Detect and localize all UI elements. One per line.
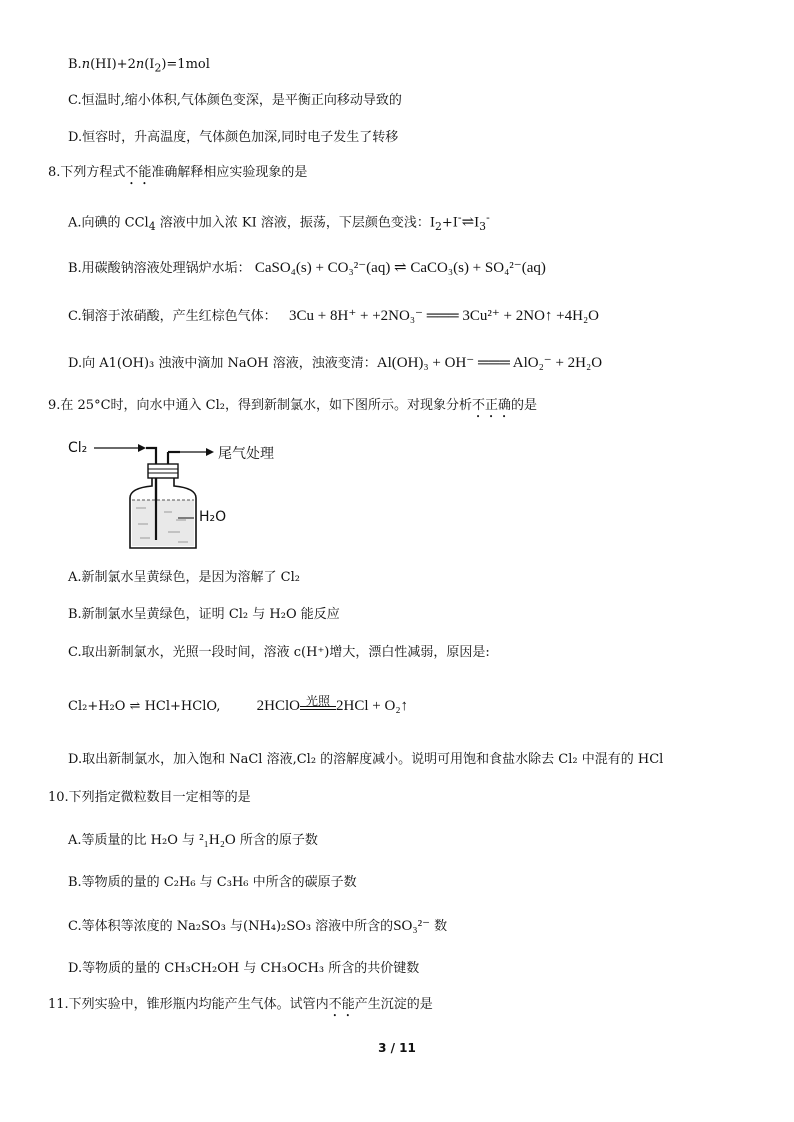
q10-option-a: A.等质量的比 H₂O 与 ²₁H₂O 所含的原子数	[68, 832, 318, 848]
cl2-label: Cl₂	[68, 440, 88, 456]
q10-c-ion: SO₃²⁻	[393, 918, 431, 934]
q9-stem: 9.在 25°C时，向水中通入 Cl₂，得到新制氯水，如下图所示。对现象分析不正确的是	[48, 398, 538, 413]
page-number: 3 / 11	[378, 1041, 416, 1055]
q7-option-b: $B.n(HI)+2n(I_2)=1mol$	[68, 57, 210, 75]
q10-option-b: B.等物质的量的 C₂H₆ 与 C₃H₆ 中所含的碳原子数	[68, 875, 357, 890]
q10-a-isotope: ²₁H₂O	[199, 832, 236, 848]
q8-option-a: A.向碘的 CCl$_4$ 溶液中加入浓 KI 溶液，振荡，下层颜色变浅：$I_2+I^-\rightleftharpoons I_3^-$	[68, 211, 490, 233]
q8-option-d: D.向 A1(OH)₃ 浊液中滴加 NaOH 溶液，浊液变清：Al(OH)₃ + OH⁻ ═══ AlO₂⁻ + 2H₂O	[68, 355, 603, 371]
q9-option-c: C.取出新制氯水，光照一段时间，溶液 c(H⁺)增大，漂白性减弱，原因是:	[68, 645, 490, 660]
q8-stem: 8.下列方程式不能准确解释相应实验现象的是	[48, 165, 308, 180]
q9-option-b: B.新制氯水呈黄绿色，证明 Cl₂ 与 H₂O 能反应	[68, 607, 340, 622]
q8-b-equation: CaSO₄(s) + CO₃²⁻(aq) ⇌ CaCO₃(s) + SO₄²⁻(aq)	[254, 260, 546, 276]
q10-option-c: C.等体积等浓度的 Na₂SO₃ 与(NH₄)₂SO₃ 溶液中所含的SO₃²⁻ 数	[68, 918, 448, 934]
q8-option-b: B.用碳酸钠溶液处理锅炉水垢： CaSO₄(s) + CO₃²⁻(aq) ⇌ CaCO₃(s) + SO₄²⁻(aq)	[68, 260, 546, 276]
q8-d-equation: Al(OH)₃ + OH⁻ ═══ AlO₂⁻ + 2H₂O	[376, 355, 603, 371]
q7-option-c: C.恒温时,缩小体积,气体颜色变深，是平衡正向移动导致的	[68, 93, 402, 108]
q8-option-c: C.铜溶于浓硝酸，产生红棕色气体： 3Cu + 8H⁺ + +2NO₃⁻ ═══ 3Cu²⁺ + 2NO↑ +4H₂O	[68, 308, 600, 324]
q7-option-d: D.恒容时，升高温度，气体颜色加深,同时电子发生了转移	[68, 130, 399, 145]
light-condition: 光照	[306, 694, 331, 708]
q9-c-equations	[68, 694, 409, 716]
q9-option-d: D.取出新制氯水，加入饱和 NaCl 溶液,Cl₂ 的溶解度减小。说明可用饱和食盐水除去 Cl₂ 中混有的 HCl	[68, 752, 664, 767]
q11-stem: 11.下列实验中，锥形瓶内均能产生气体。试管内不能产生沉淀的是	[48, 997, 433, 1012]
tail-gas-label: 尾气处理	[218, 446, 274, 462]
q9-c-equation-2: 2HClO 光照 2HCl + O₂↑	[256, 694, 409, 714]
q9-c-equation-1: Cl₂+H₂O ⇌ HCl+HClO,	[68, 699, 221, 714]
q10-option-d: D.等物质的量的 CH₃CH₂OH 与 CH₃OCH₃ 所含的共价键数	[68, 961, 420, 976]
q10-stem: 10.下列指定微粒数目一定相等的是	[48, 790, 251, 805]
chlorine-water-apparatus	[68, 438, 288, 550]
q9-option-a: A.新制氯水呈黄绿色，是因为溶解了 Cl₂	[68, 570, 300, 585]
q8-c-equation: 3Cu + 8H⁺ + +2NO₃⁻ ═══ 3Cu²⁺ + 2NO↑ +4H₂O	[289, 308, 600, 324]
water-label: H₂O	[199, 509, 227, 525]
